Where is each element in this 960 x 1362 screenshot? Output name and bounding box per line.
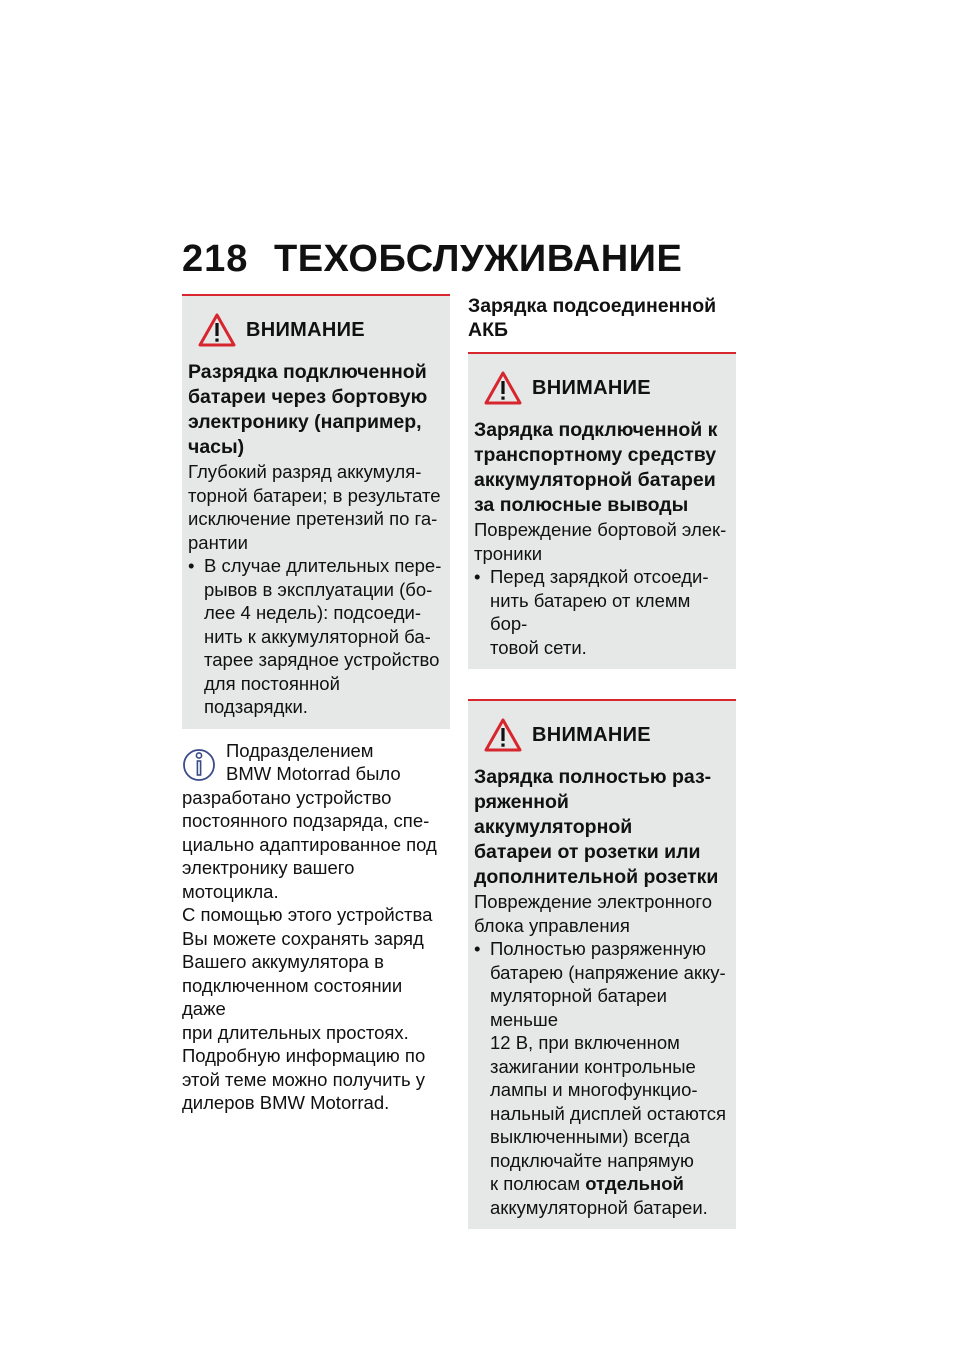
warning-title: Зарядка полностью раз- ряженной аккумуляторной батареи от розетки или дополнительной розетки [474, 766, 719, 888]
warning-action: • Полностью разряженную батарею (напряжение акку- муляторной батареи меньше 12 В, при включенном зажигании контрольные лампы и многофункцио- нальный дисплей остаются выключенными) всегда подключайте напрямую к полюсам отдельной аккумуляторной батареи. [474, 938, 726, 1218]
left-column [182, 294, 450, 1115]
emphasis-separate: отдельной [585, 1173, 684, 1194]
section-heading: Зарядка подсоединенной АКБ [468, 295, 717, 341]
page-header [182, 238, 682, 288]
warning-consequence: Глубокий разряд аккумуля- торной батареи; в результате исключение претензий по га- рантии [188, 461, 441, 553]
warning-triangle-icon [484, 371, 522, 405]
warning-label: ВНИМАНИЕ [532, 723, 651, 746]
info-note [182, 739, 450, 1115]
warning-title: Разрядка подключенной батареи через бортовую электронику (например, часы) [188, 361, 428, 458]
warning-triangle-icon [484, 718, 522, 752]
warning-title: Зарядка подключенной к транспортному средству аккумуляторной батареи за полюсные выводы [474, 419, 718, 516]
bullet-marker: • [474, 938, 481, 959]
bullet-marker: • [188, 555, 195, 576]
page-number: 218 [182, 238, 249, 280]
warning-header [188, 310, 444, 350]
warning-box-full-discharge [468, 699, 736, 1229]
info-text-intro: Подразделением BMW Motorrad было [226, 739, 401, 784]
warning-consequence: Повреждение электронного блока управления [474, 891, 713, 936]
chapter-title: ТЕХОБСЛУЖИВАНИЕ [274, 238, 683, 280]
warning-consequence: Повреждение бортовой элек- троники [474, 519, 727, 564]
warning-label: ВНИМАНИЕ [532, 376, 651, 399]
info-icon [182, 743, 216, 787]
warning-action: • Перед зарядкой отсоеди- нить батарею от клемм бор- товой сети. [474, 566, 709, 658]
warning-header [474, 715, 730, 755]
info-text-body: разработано устройство постоянного подзаряда, спе- циально адаптированное под электронику вашего мотоцикла. С помощью этого устройства Вы можете сохранять заряд Вашего аккумулятора в подключенном состоянии даже при длительных простоях. Подробную информацию по этой теме можно получить у дилеров BMW Motorrad. [182, 786, 437, 1113]
right-column [468, 294, 736, 1229]
warning-action: • В случае длительных пере- рывов в эксплуатации (бо- лее 4 недель): подсоеди- нить к аккумуляторной ба- тарее зарядное устройство для постоянной подзарядки. [188, 555, 442, 717]
warning-triangle-icon [198, 313, 236, 347]
bullet-marker: • [474, 566, 481, 587]
warning-header [474, 368, 730, 408]
warning-box-discharge [182, 294, 450, 729]
warning-box-terminals [468, 352, 736, 669]
warning-label: ВНИМАНИЕ [246, 318, 365, 341]
